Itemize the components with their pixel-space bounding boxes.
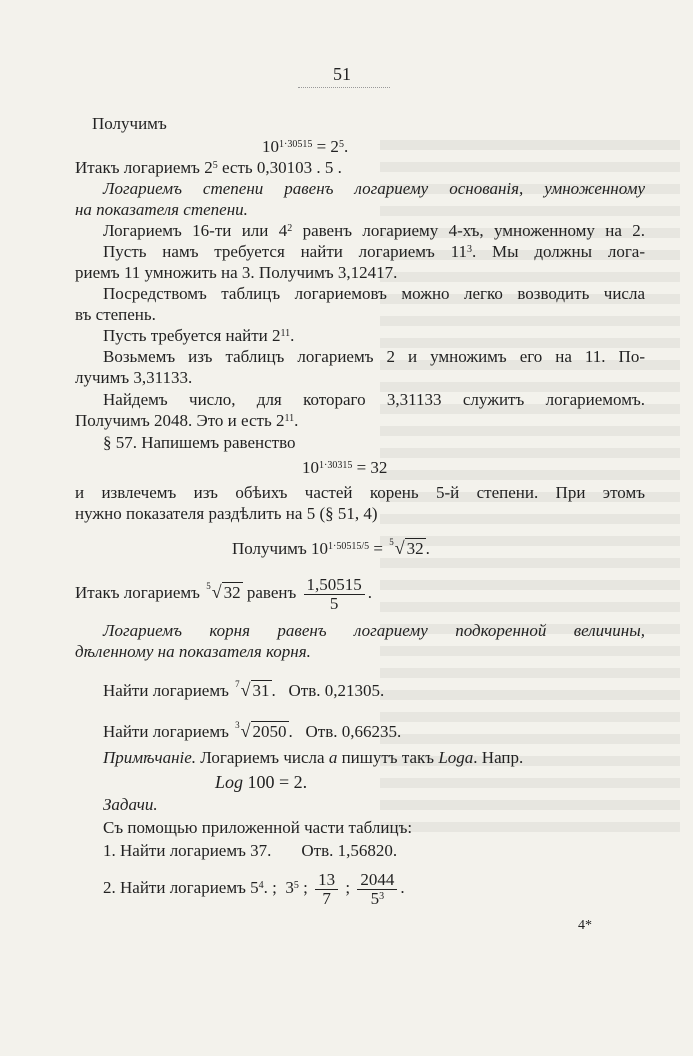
t: . ; 3 bbox=[263, 878, 294, 897]
text-line: Возьмемъ изъ таблицъ логариемъ 2 и умножимъ его на 11. По- bbox=[103, 347, 645, 366]
t: Получимъ 2048. Это и есть 2 bbox=[75, 411, 285, 430]
eq-exp: 1·50515/5 bbox=[327, 541, 370, 552]
radical-sign-icon: √ bbox=[211, 582, 222, 602]
numerator: 13 bbox=[315, 871, 338, 890]
t: . Отв. 0,66235. bbox=[288, 722, 402, 741]
radical-sign-icon: √ bbox=[240, 680, 251, 700]
root-index: 5 bbox=[206, 581, 211, 591]
text-line bbox=[103, 326, 645, 346]
text-line: и извлечемъ изъ обѣихъ частей корень 5-й степени. При этомъ bbox=[75, 483, 645, 502]
exercise bbox=[103, 678, 645, 703]
note-label: Примѣчаніе. bbox=[103, 748, 197, 767]
t: . Отв. 0,21305. bbox=[271, 681, 385, 700]
t: равенъ bbox=[242, 583, 301, 602]
eq-rhs: = 2 bbox=[312, 137, 339, 156]
radicand: 2050 bbox=[252, 722, 287, 741]
radical-sign-icon: √ bbox=[240, 721, 251, 741]
text-line: лучимъ 3,31133. bbox=[75, 368, 193, 387]
eq-exp: 1·30515 bbox=[279, 139, 313, 150]
header-rule bbox=[298, 87, 390, 88]
t: Log bbox=[215, 772, 244, 792]
note bbox=[103, 748, 645, 768]
numerator: 2044 bbox=[357, 871, 397, 890]
t: 100 = 2. bbox=[243, 772, 308, 792]
t: ; bbox=[341, 878, 355, 897]
equation bbox=[215, 772, 307, 792]
sup: 11 bbox=[280, 328, 291, 339]
denominator: 5 bbox=[329, 593, 339, 613]
text-line: Получимъ bbox=[92, 114, 167, 133]
t: . bbox=[294, 411, 299, 430]
text-line: риемъ 11 умножить на 3. Получимъ 3,12417. bbox=[75, 263, 398, 282]
eq-exp: 1·30315 bbox=[319, 460, 353, 471]
exercise bbox=[103, 719, 645, 744]
sup: 11 bbox=[284, 413, 295, 424]
equation bbox=[262, 137, 348, 157]
root-index: 5 bbox=[389, 537, 394, 547]
rule-text: Логариемъ степени равенъ логариему основанія, умноженному bbox=[103, 179, 645, 198]
page-number: 51 bbox=[333, 64, 351, 84]
root bbox=[233, 719, 288, 744]
t: есть 0,30103 . 5 . bbox=[217, 158, 342, 177]
t: . bbox=[425, 539, 430, 558]
root bbox=[204, 572, 242, 613]
t: . bbox=[400, 878, 405, 897]
t: равенъ логариему 4-хъ, умноженному на 2. bbox=[292, 221, 645, 240]
fraction bbox=[304, 576, 365, 613]
t: Пусть требуется найти 2 bbox=[103, 326, 281, 345]
sup: 4 bbox=[258, 880, 264, 891]
sup: 2 bbox=[287, 223, 293, 234]
radical-sign-icon: √ bbox=[394, 538, 405, 558]
rule-text: на показателя степени. bbox=[75, 200, 248, 219]
eq-base: 10 bbox=[302, 458, 319, 477]
eq-rhs: = 32 bbox=[352, 458, 388, 477]
t: . bbox=[367, 583, 372, 602]
root-index: 3 bbox=[235, 720, 240, 730]
root bbox=[387, 536, 425, 561]
eq-rhs-exp: 5 bbox=[338, 139, 344, 150]
t: = bbox=[369, 539, 388, 558]
text-line bbox=[75, 411, 298, 431]
t: Loga bbox=[438, 748, 474, 767]
equation bbox=[302, 458, 387, 478]
numerator: 1,50515 bbox=[304, 576, 365, 595]
task-item bbox=[103, 868, 645, 908]
answer: Отв. 1,56820. bbox=[301, 841, 398, 860]
text-line: Найдемъ число, для котораго 3,31133 служитъ логариемомъ. bbox=[103, 390, 645, 409]
signature-mark: 4* bbox=[578, 918, 592, 933]
t: . bbox=[290, 326, 295, 345]
t: Найти логариемъ bbox=[103, 722, 234, 741]
t: . Напр. bbox=[473, 748, 524, 767]
t: ; bbox=[298, 878, 313, 897]
root-index: 7 bbox=[235, 679, 240, 689]
t: Итакъ логариемъ bbox=[75, 583, 205, 602]
t: 5 bbox=[370, 888, 380, 908]
sup: 5 bbox=[212, 160, 218, 171]
t: 2. Найти логариемъ 5 bbox=[103, 878, 259, 897]
t: Итакъ логариемъ 2 bbox=[75, 158, 213, 177]
root bbox=[233, 678, 271, 703]
sup: 3 bbox=[467, 244, 472, 255]
task-item bbox=[103, 841, 645, 861]
eq-end: . bbox=[343, 137, 349, 156]
t: Пусть намъ требуется найти логариемъ 11 bbox=[103, 242, 467, 261]
t: Логариемъ 16-ти или 4 bbox=[103, 221, 288, 240]
t: пишутъ такъ bbox=[337, 748, 439, 767]
t: Найти логариемъ bbox=[103, 681, 234, 700]
tasks-heading: Задачи. bbox=[103, 795, 158, 814]
text-line bbox=[103, 242, 645, 262]
fraction bbox=[315, 871, 338, 908]
text-line bbox=[75, 158, 342, 178]
sup: 3 bbox=[379, 890, 385, 902]
sup: 5 bbox=[293, 880, 299, 891]
denominator bbox=[371, 890, 385, 908]
denominator: 7 bbox=[322, 888, 331, 908]
text-line bbox=[75, 572, 372, 613]
t: a bbox=[328, 748, 338, 767]
radicand: 32 bbox=[223, 583, 241, 602]
rule-text: дѣленному на показателя корня. bbox=[75, 642, 311, 661]
text-line: въ степень. bbox=[75, 305, 156, 324]
radicand: 31 bbox=[252, 681, 270, 700]
text-line: Посредствомъ таблицъ логариемовъ можно легко возводить числа bbox=[103, 284, 645, 303]
t: Получимъ 10 bbox=[232, 539, 328, 558]
t: Логариемъ числа bbox=[196, 748, 329, 767]
section-heading: § 57. Напишемъ равенство bbox=[103, 433, 296, 452]
eq-base: 10 bbox=[262, 137, 279, 156]
text-line: нужно показателя раздѣлить на 5 (§ 51, 4) bbox=[75, 504, 378, 523]
fraction bbox=[357, 871, 397, 908]
radicand: 32 bbox=[406, 539, 424, 558]
text-line: Съ помощью приложенной части таблицъ: bbox=[103, 818, 413, 837]
equation bbox=[232, 536, 430, 561]
t: . Мы должны лога- bbox=[472, 242, 645, 261]
text-line bbox=[103, 221, 645, 241]
rule-text: Логариемъ корня равенъ логариему подкоренной величины, bbox=[103, 621, 645, 640]
t: 1. Найти логариемъ 37. bbox=[103, 841, 272, 860]
